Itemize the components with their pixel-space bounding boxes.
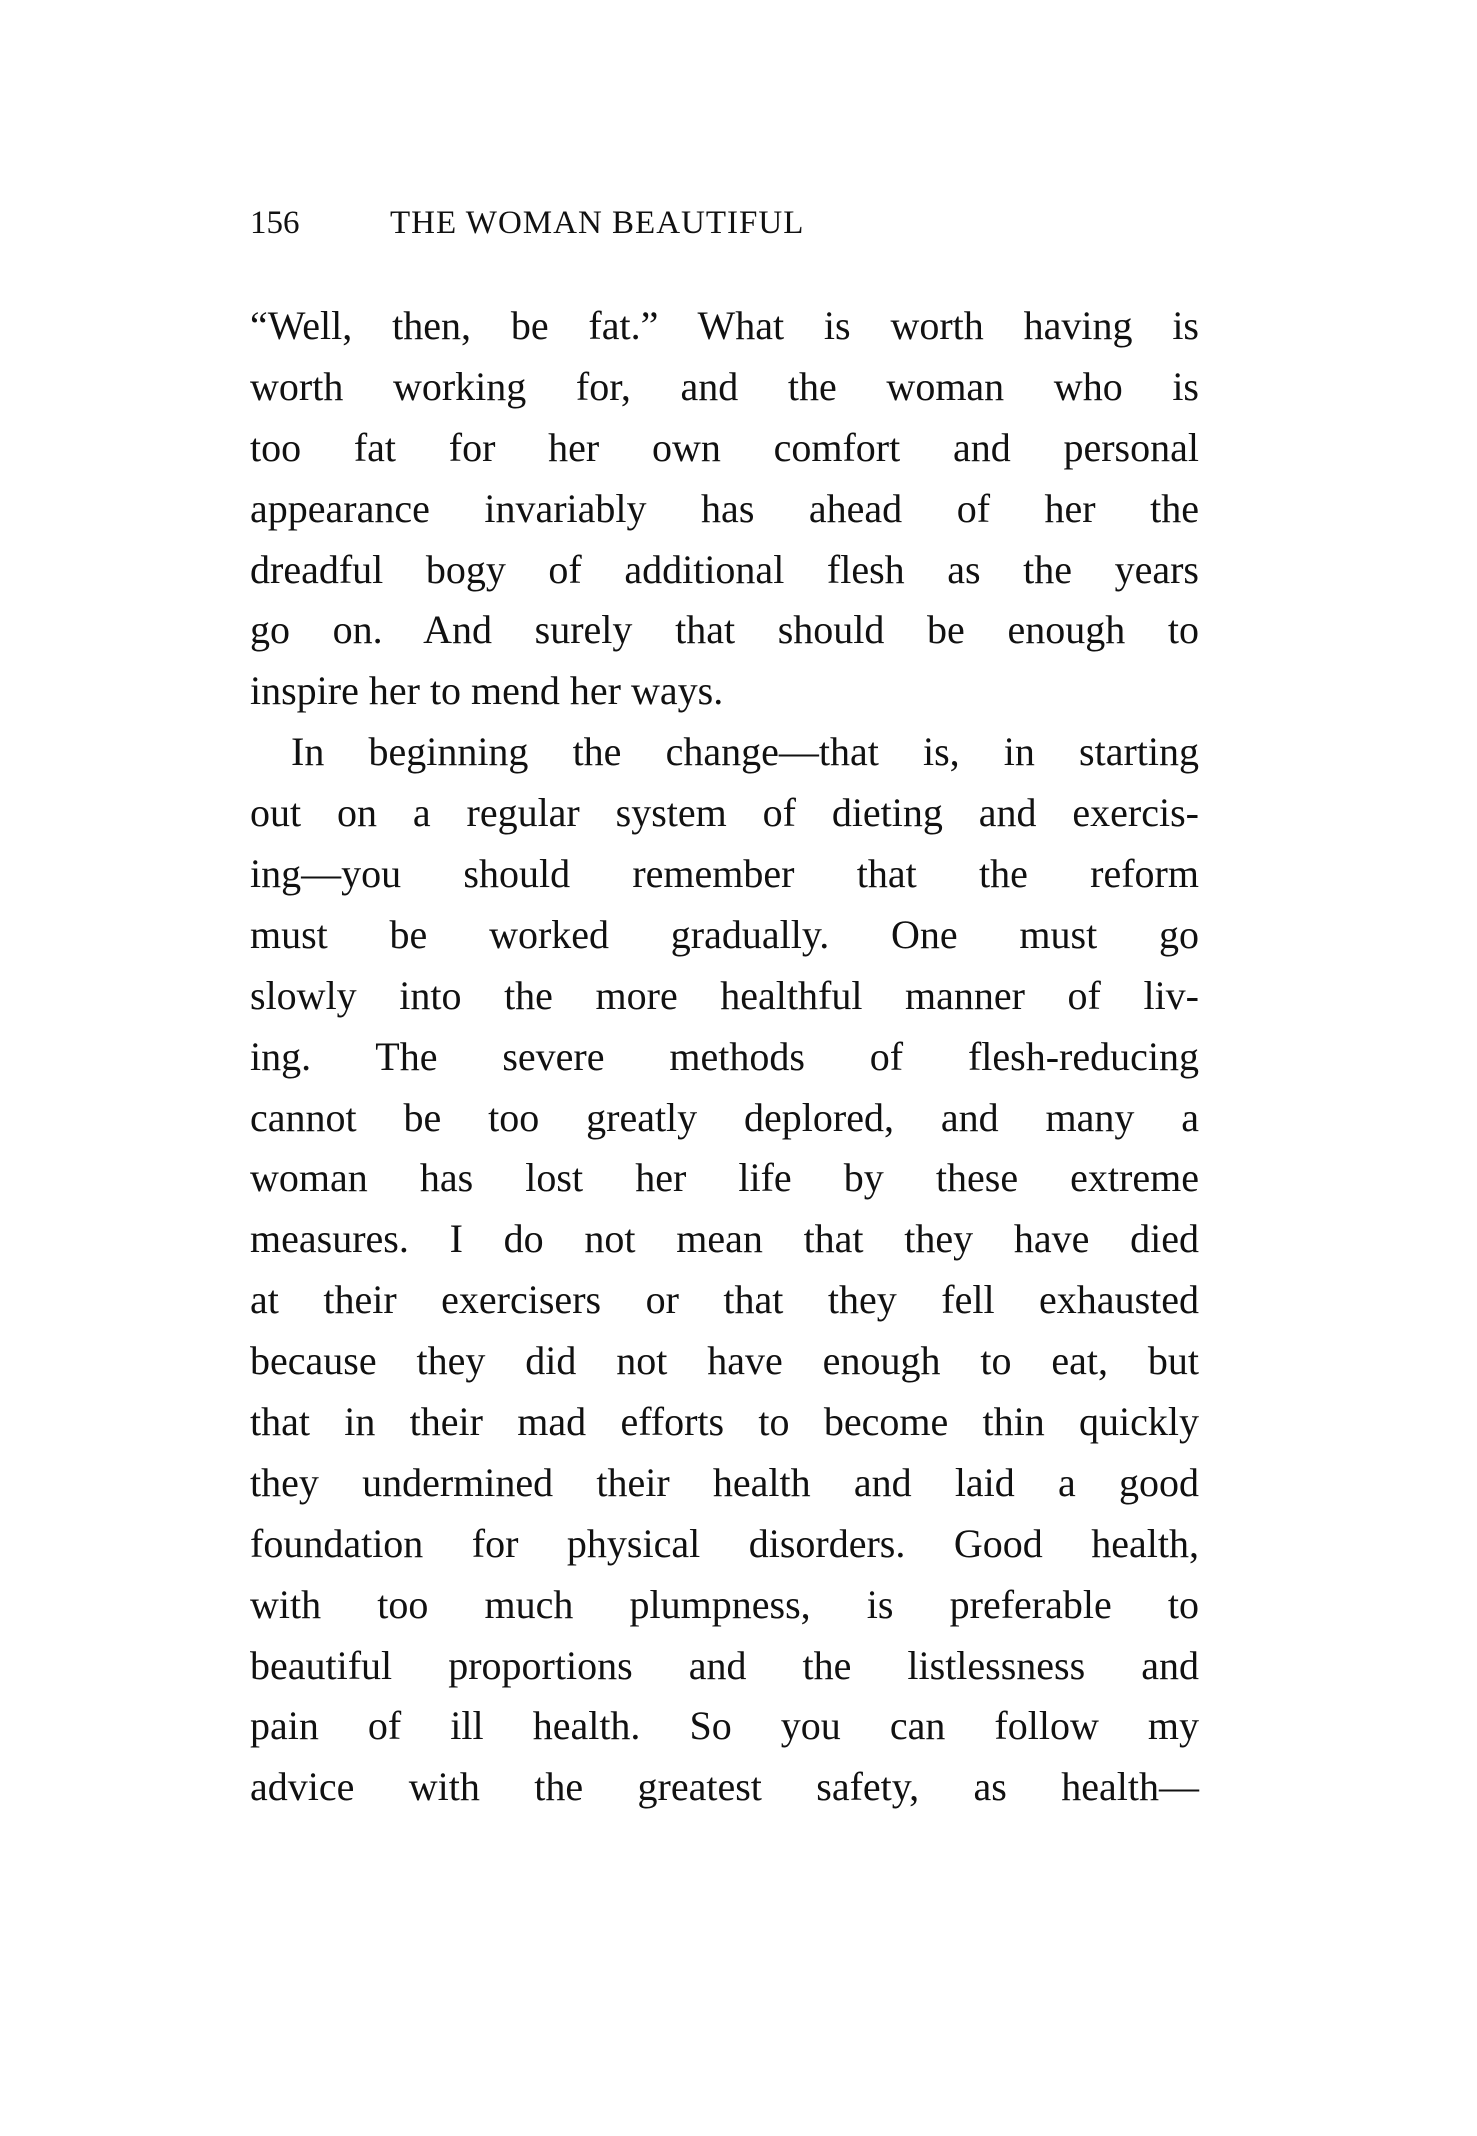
text-line: beautiful proportions and the listlessness and (250, 1642, 1199, 1688)
text-line: woman has lost her life by these extreme (250, 1155, 1199, 1201)
text-line: cannot be too greatly deplored, and many a (250, 1094, 1199, 1140)
text-line: In beginning the change—that is, in starting (291, 729, 1199, 775)
text-line: “Well, then, be fat.” What is worth having is (250, 303, 1199, 348)
text-line: too fat for her own comfort and personal (250, 424, 1199, 470)
text-line: they undermined their health and laid a good (250, 1459, 1199, 1505)
text-line: appearance invariably has ahead of her the (250, 485, 1199, 531)
text-line: worth working for, and the woman who is (250, 363, 1199, 409)
text-line: pain of ill health. So you can follow my (250, 1703, 1199, 1749)
text-line: slowly into the more healthful manner of liv- (250, 972, 1199, 1018)
text-line: ing. The severe methods of flesh-reducing (250, 1033, 1199, 1079)
page-number: 156 (250, 205, 300, 241)
text-line: advice with the greatest safety, as health— (250, 1764, 1199, 1810)
text-line: inspire her to mend her ways. (250, 668, 724, 714)
paragraph-1 (250, 296, 1199, 722)
page-body (250, 296, 1199, 1818)
running-title: THE WOMAN BEAUTIFUL (390, 205, 805, 241)
text-line: because they did not have enough to eat, but (250, 1338, 1199, 1384)
text-line: dreadful bogy of additional flesh as the years (250, 546, 1199, 592)
text-line: out on a regular system of dieting and exercis- (250, 790, 1199, 836)
text-line: ing—you should remember that the reform (250, 851, 1199, 897)
text-line: foundation for physical disorders. Good health, (250, 1520, 1199, 1566)
text-line: at their exercisers or that they fell exhausted (250, 1277, 1199, 1323)
text-line: measures. I do not mean that they have died (250, 1216, 1199, 1262)
text-line: must be worked gradually. One must go (250, 911, 1199, 957)
text-line: go on. And surely that should be enough to (250, 607, 1199, 653)
paragraph-2 (250, 722, 1199, 1818)
running-header (250, 205, 1010, 249)
text-line: that in their mad efforts to become thin quickly (250, 1399, 1199, 1445)
text-line: with too much plumpness, is preferable to (250, 1581, 1199, 1627)
